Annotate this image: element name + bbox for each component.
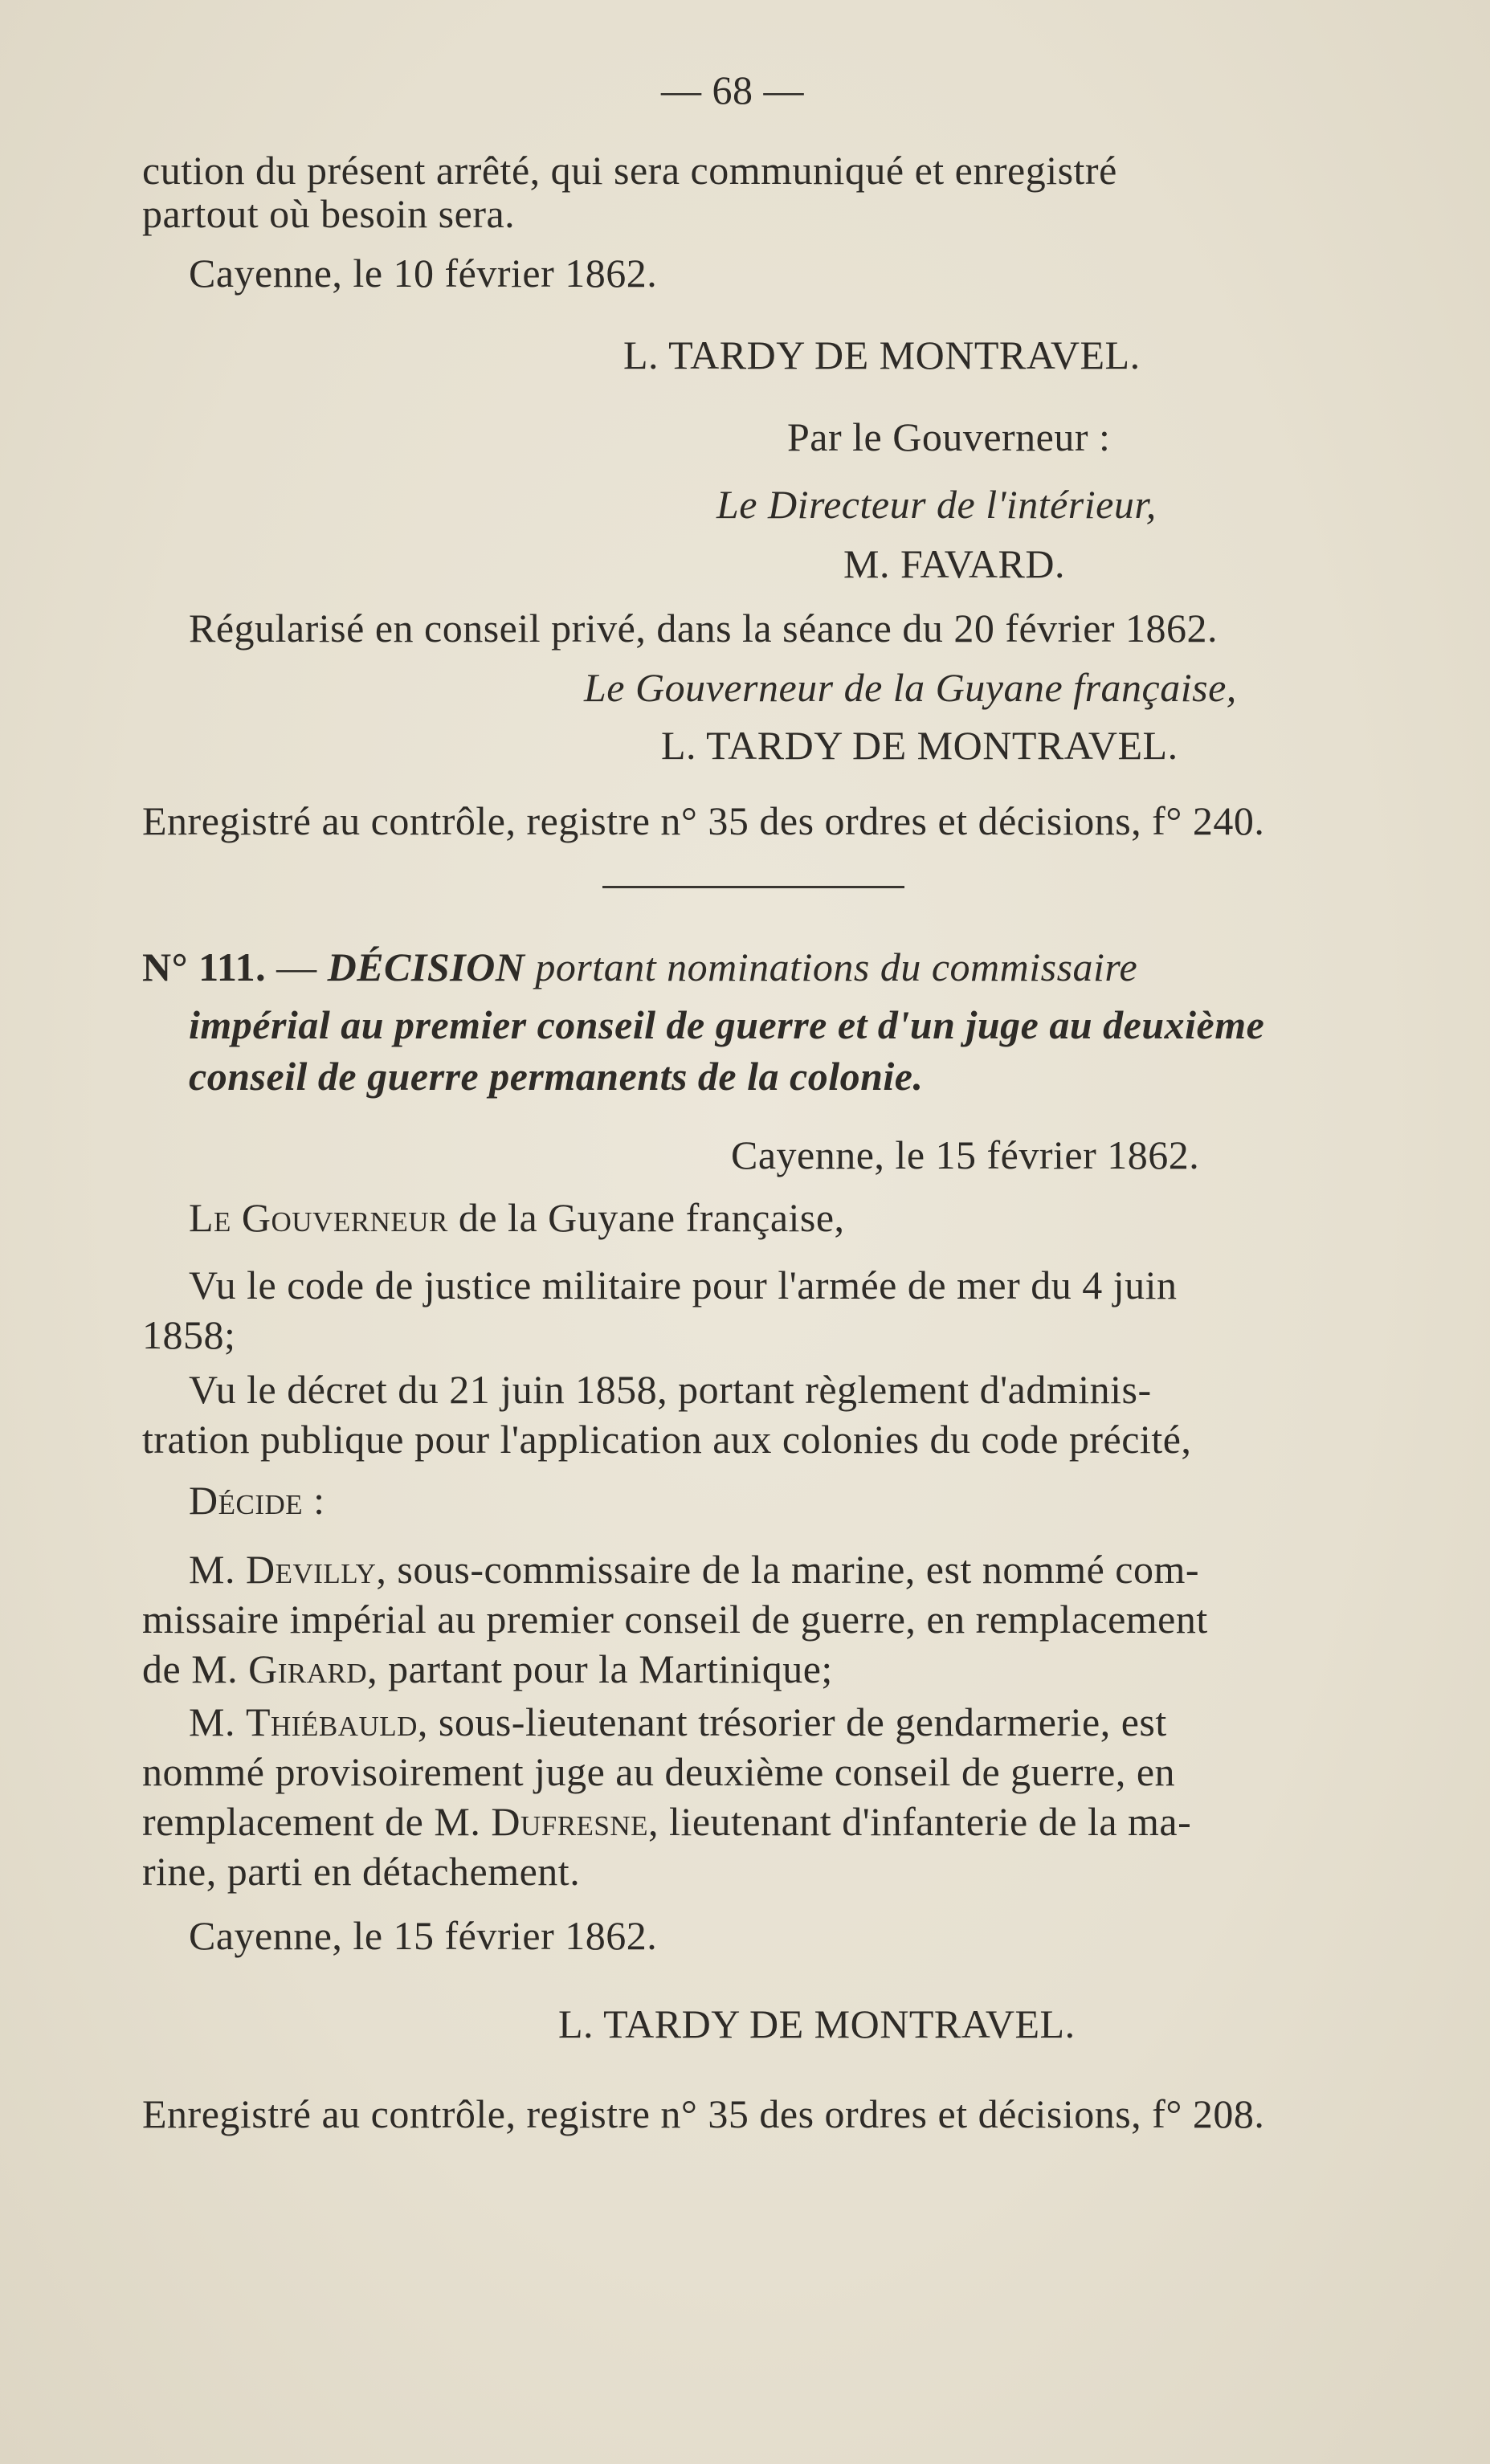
section-divider	[602, 886, 904, 888]
decision-title-line: conseil de guerre permanents de la colonie.	[189, 1054, 924, 1099]
text-line	[142, 1797, 1191, 1846]
enregistre-line: Enregistré au contrôle, registre n° 35 des ordres et décisions, f° 208.	[142, 2091, 1265, 2136]
favard-signature: M. FAVARD.	[843, 541, 1065, 586]
text-line: cution du présent arrêté, qui sera communiqué et enregistré	[142, 148, 1117, 193]
enregistre-line: Enregistré au contrôle, registre n° 35 des ordres et décisions, f° 240.	[142, 798, 1265, 843]
decision-title-rest: portant nominations du commissaire	[535, 944, 1138, 989]
text-line: 1858;	[142, 1312, 236, 1357]
signature-name: L. TARDY DE MONTRAVEL.	[558, 2001, 1076, 2046]
decision-title-line	[142, 943, 1137, 991]
text-segment: , lieutenant d'infanterie de la ma-	[648, 1799, 1192, 1844]
text-line: missaire impérial au premier conseil de guerre, en remplacement	[142, 1597, 1208, 1642]
directeur-title: Le Directeur de l'intérieur,	[716, 482, 1157, 527]
closing-date: Cayenne, le 15 février 1862.	[189, 1913, 658, 1958]
dash: —	[276, 944, 317, 989]
par-le-gouverneur: Par le Gouverneur :	[787, 414, 1111, 459]
date-line: Cayenne, le 10 février 1862.	[189, 251, 658, 296]
text-segment: de M.	[142, 1646, 239, 1691]
text-line: nommé provisoirement juge au deuxième conseil de guerre, en	[142, 1749, 1176, 1794]
gouverneur-title: Le Gouverneur de la Guyane française,	[584, 665, 1237, 710]
text-segment: , sous-lieutenant trésorier de gendarmerie, est	[417, 1699, 1167, 1744]
text-line	[189, 1545, 1199, 1593]
signature-name: L. TARDY DE MONTRAVEL.	[623, 332, 1141, 377]
page-number: — 68 —	[661, 67, 804, 112]
m-abbrev: M.	[189, 1699, 235, 1744]
text-line	[189, 1698, 1167, 1746]
gouverneur-rest: de la Guyane française,	[458, 1195, 845, 1240]
decision-heading: DÉCISION	[327, 944, 525, 989]
person-name: Girard	[248, 1646, 368, 1691]
person-name: Dufresne	[491, 1799, 649, 1844]
signature-name: L. TARDY DE MONTRAVEL.	[661, 723, 1178, 768]
text-line: tration publique pour l'application aux colonies du code précité,	[142, 1417, 1192, 1462]
text-line: partout où besoin sera.	[142, 191, 516, 236]
decision-title-line: impérial au premier conseil de guerre et d'un juge au deuxième	[189, 1002, 1265, 1047]
text-line: Vu le code de justice militaire pour l'armée de mer du 4 juin	[189, 1263, 1178, 1307]
le-gouverneur-line	[189, 1193, 845, 1242]
le-gouverneur: Le Gouverneur	[189, 1195, 448, 1240]
person-name: Devilly	[245, 1547, 377, 1592]
person-name: Thiébauld	[245, 1699, 418, 1744]
regularise-line: Régularisé en conseil privé, dans la séance du 20 février 1862.	[189, 606, 1219, 651]
text-segment: , partant pour la Martinique;	[367, 1646, 833, 1691]
text-line: Vu le décret du 21 juin 1858, portant règlement d'adminis-	[189, 1367, 1152, 1412]
text-line: rine, parti en détachement.	[142, 1849, 581, 1894]
text-line	[142, 1645, 833, 1693]
decide-heading: Décide :	[189, 1478, 325, 1523]
text-segment: remplacement de M.	[142, 1799, 481, 1844]
text-segment: , sous-commissaire de la marine, est nommé com-	[376, 1547, 1200, 1592]
decision-date: Cayenne, le 15 février 1862.	[731, 1132, 1200, 1177]
decision-number: N° 111.	[142, 944, 267, 989]
m-abbrev: M.	[189, 1547, 235, 1592]
